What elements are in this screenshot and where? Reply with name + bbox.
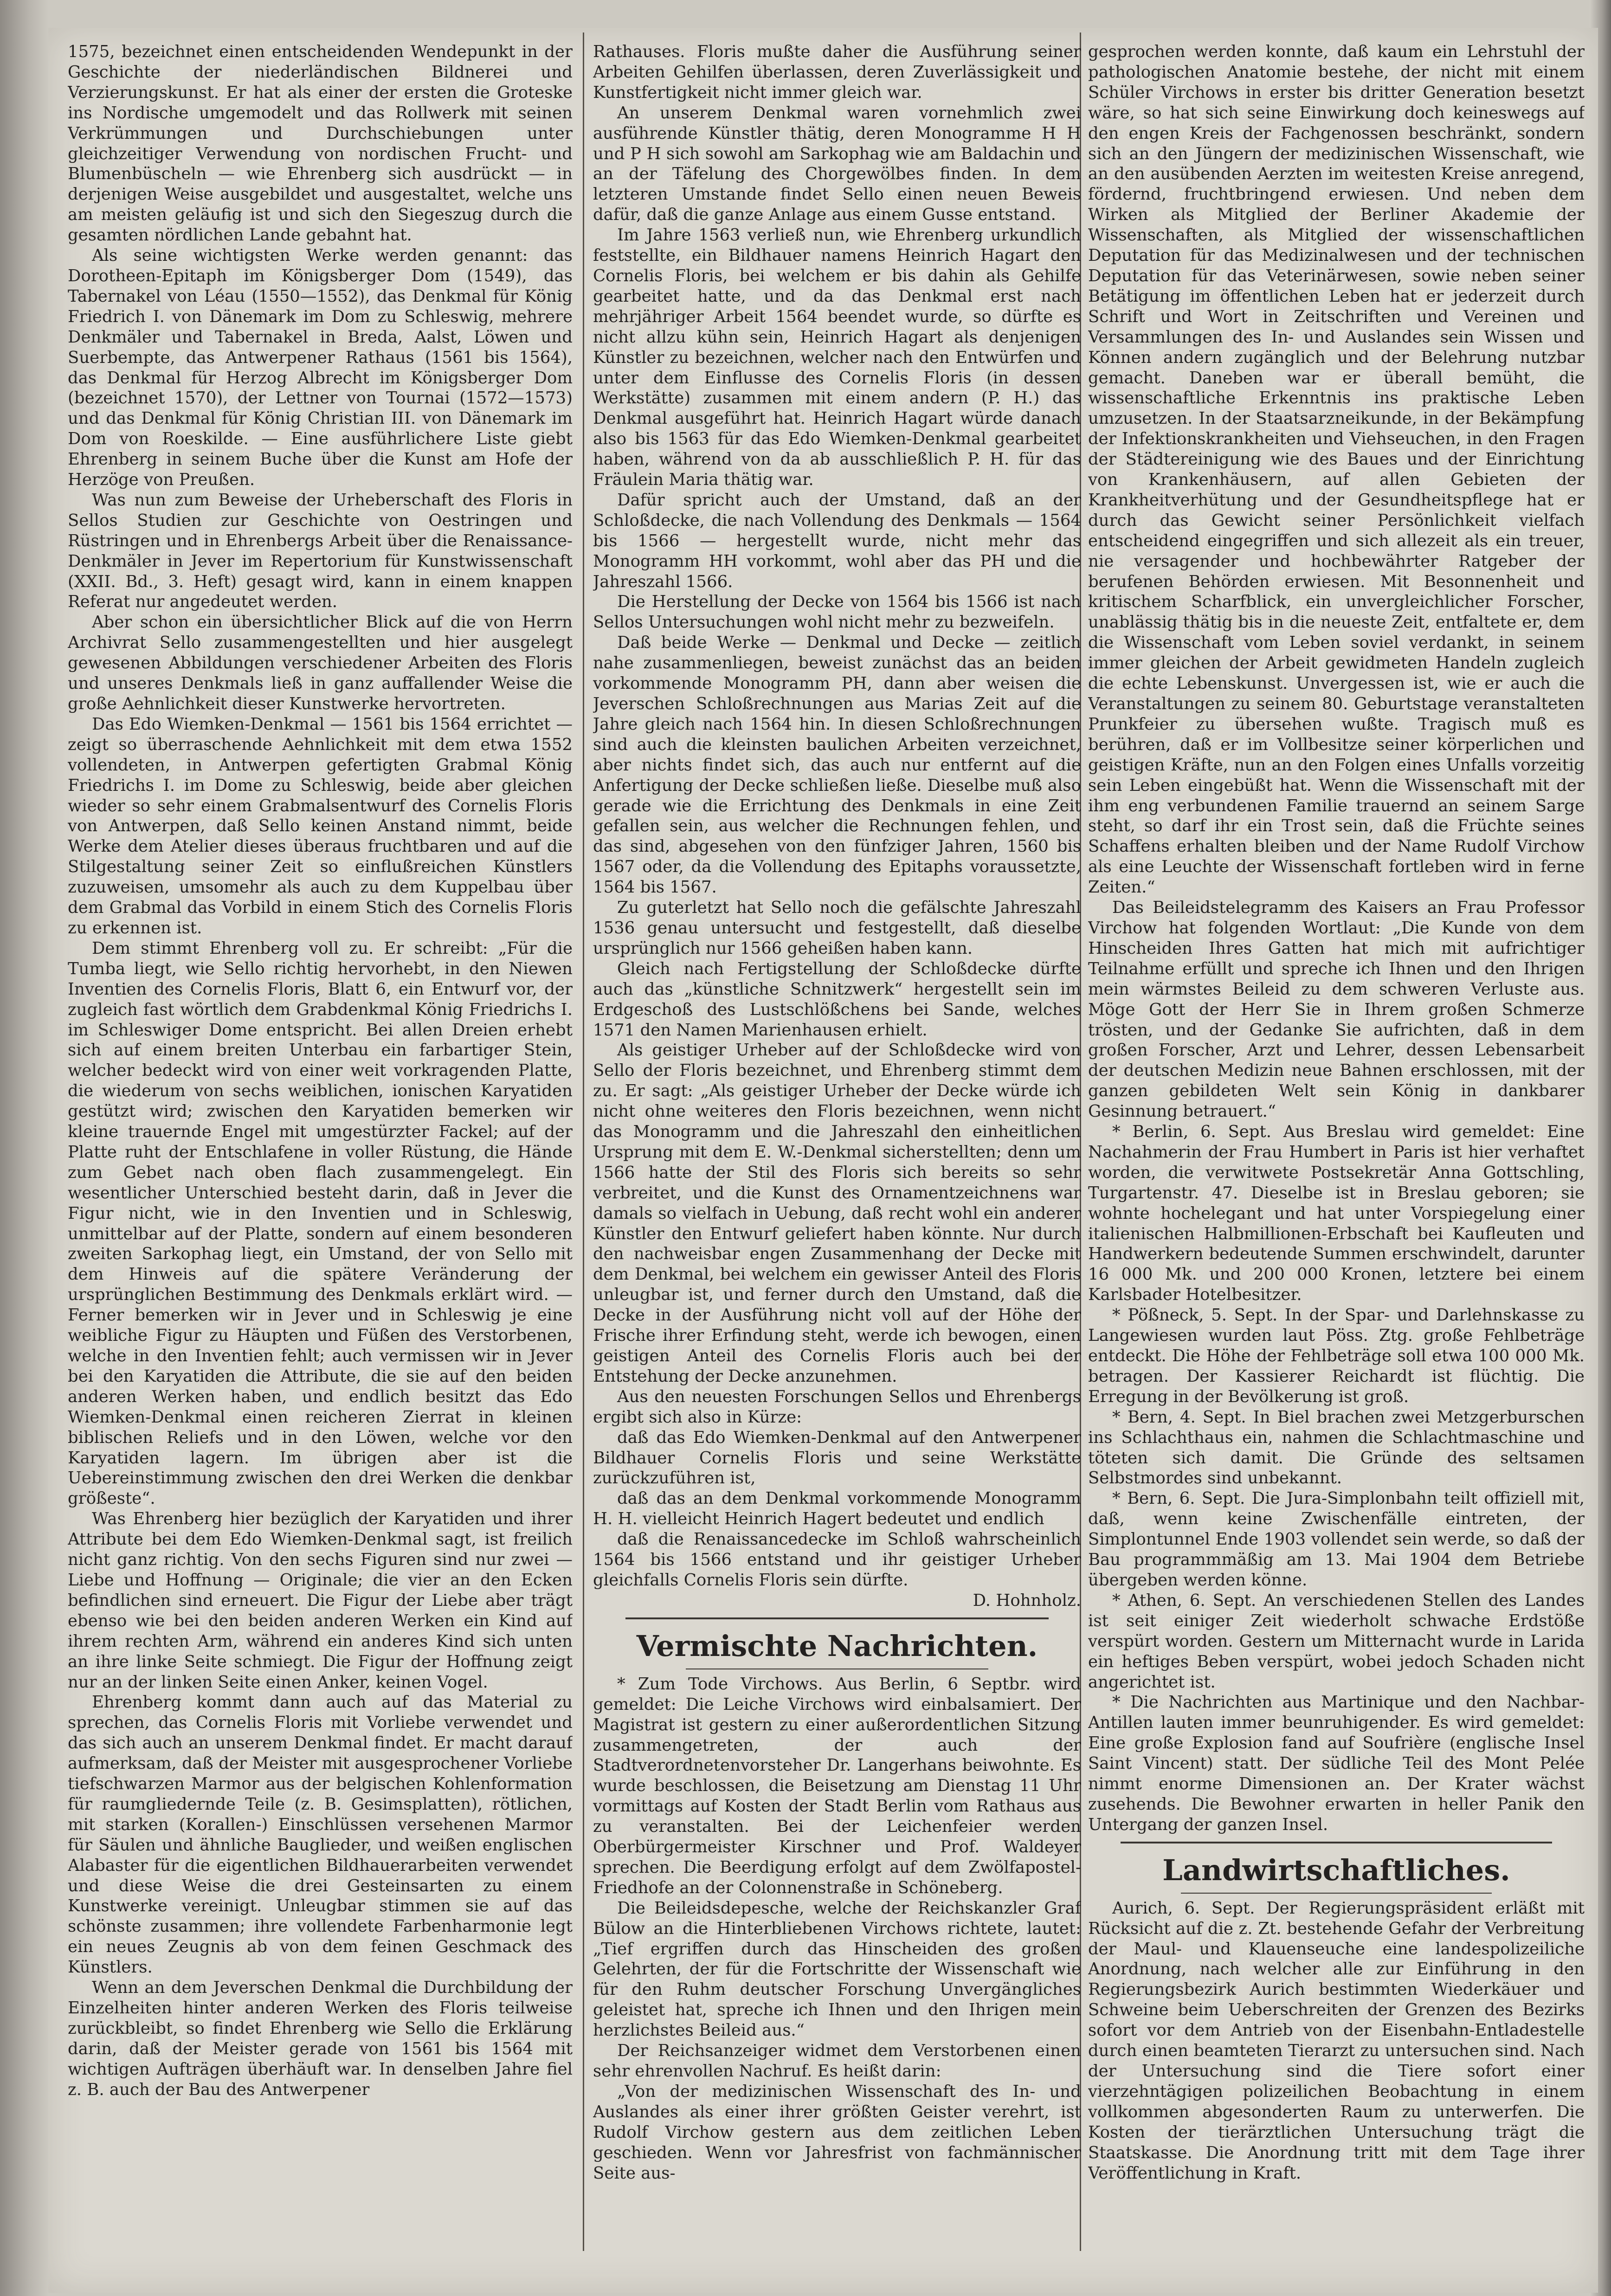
column-rule-1 <box>583 32 584 2251</box>
news-item: * Athen, 6. Sept. An verschiedenen Stellen des Landes ist seit einiger Zeit wiederholt schwache Erdstöße verspürt worden. Gestern um Mitternacht wurde in Larida ein heftiges Beben verspürt, wobei jedoch Schaden nicht angerichtet ist. <box>1088 1591 1585 1692</box>
section-divider <box>1121 1842 1552 1843</box>
paragraph: gesprochen werden konnte, daß kaum ein Lehrstuhl der pathologischen Anatomie bestehe, der nicht mit einem Schüler Virchows in erster bis dritter Generation besetzt wäre, so hat sich seine Einwirkung doch keineswegs auf den engen Kreis der Fachgenossen beschränkt, sondern sich an den Jüngern der medizinischen Wissenschaft, wie an den ausübenden Aerzten im weitesten Kreise anregend, fördernd, fruchtbringend erwiesen. Und neben dem Wirken als Mitglied der Berliner Akademie der Wissenschaften, als Mitglied der wissenschaftlichen Deputation für das Medizinalwesen und der technischen Deputation für das Veterinärwesen, sowie neben seiner Betätigung im öffentlichen Leben hat er jederzeit durch Schrift und Wort in Zeitschriften und Vereinen und Versammlungen des In- und Auslandes sein Wissen und Können andern zugänglich und der Belehrung nutzbar gemacht. Daneben war er überall bemüht, die wissenschaftliche Erkenntnis ins praktische Leben umzusetzen. In der Staatsarzneikunde, in der Bekämpfung der Infektionskrankheiten und Viehseuchen, in den Fragen der Städtereinigung wie des Baues und der Einrichtung von Krankenhäusern, auf allen Gebieten der Krankheitverhütung und der Gesundheitspflege hat er durch das Gewicht seiner Persönlichkeit vielfach entscheidend eingegriffen und sich allezeit als ein treuer, nie versagender und hochbewährter Ratgeber der berufenen Behörden erwiesen. Mit Besonnenheit und kritischem Scharfblick, ein unvergleichlicher Forscher, unablässig thätig bis in die neueste Zeit, entfaltete er, dem die Wissenschaft vom Leben soviel verdankt, in seinem immer gleichen der Arbeit gewidmeten Handeln zugleich die echte Lebenskunst. Unvergessen ist, wie er auch die Veranstaltungen zu seinem 80. Geburtstage veranstalteten Prunkfeier zu übersehen wußte. Tragisch muß es berühren, daß er im Vollbesitze seiner körperlichen und geistigen Kräfte, nun an den Folgen eines Unfalls vorzeitig sein Leben eingebüßt hat. Wenn die Wissenschaft mit der ihm eng verbundenen Familie trauernd an seinem Sarge steht, so darf ihr ein Trost sein, daß die Früchte seines Schaffens erhalten bleiben und der Name Rudolf Virchow als eine Leuchte der Wissenschaft fortleben wird in ferne Zeiten.“ <box>1088 42 1585 897</box>
paragraph: Das Edo Wiemken-Denkmal — 1561 bis 1564 errichtet — zeigt so überraschende Aehnlichkeit mit dem etwa 1552 vollendeten, in Antwerpen gefertigten Grabmal König Friedrichs I. im Dome zu Schleswig, beide aber gleichen wieder so sehr einem Grabmalsentwurf des Cornelis Floris von Antwerpen, daß Sello keinen Anstand nimmt, beide Werke dem Atelier dieses überaus fruchtbaren und auf die Stilgestaltung seiner Zeit so einflußreichen Künstlers zuzuweisen, umsomehr als auch zu dem Kuppelbau über dem Grabmal das Vorbild in einem Stich des Cornelis Floris zu erkennen ist. <box>68 714 573 938</box>
news-item: * Bern, 6. Sept. Die Jura-Simplonbahn teilt offiziell mit, daß, wenn keine Zwischenfälle eintreten, der Simplontunnel Ende 1903 vollendet sein werde, so daß der Bau programmmäßig am 13. Mai 1904 dem Betriebe übergeben werden könne. <box>1088 1489 1585 1590</box>
column-2 <box>593 42 1081 2242</box>
book-gutter-left <box>0 0 48 2296</box>
paragraph: Die Herstellung der Decke von 1564 bis 1566 ist nach Sellos Untersuchungen wohl nicht mehr zu bezweifeln. <box>593 592 1081 632</box>
paragraph: An unserem Denkmal waren vornehmlich zwei ausführende Künstler thätig, deren Monogramme H H und P H sich sowohl am Sarkophag wie am Baldachin und an der Täfelung des Chorgewölbes finden. In dem letzteren Umstande findet Sello einen neuen Beweis dafür, daß die ganze Anlage aus einem Gusse entstand. <box>593 103 1081 225</box>
paragraph: Aber schon ein übersichtlicher Blick auf die von Herrn Archivrat Sello zusammengestellten und hier ausgelegt gewesenen Abbildungen verschiedener Arbeiten des Floris und unseres Denkmals ließ in ganz auffallender Weise die große Aehnlichkeit dieser Kunstwerke hervortreten. <box>68 613 573 713</box>
paragraph: Was Ehrenberg hier bezüglich der Karyatiden und ihrer Attribute bei dem Edo Wiemken-Denkmal sagt, ist freilich nicht ganz richtig. Von den sechs Figuren sind nur zwei — Liebe und Hoffnung — Originale; die vier an den Ecken befindlichen sind erneuert. Die Figur der Liebe aber trägt ebenso wie bei den beiden anderen Werken ein Kind auf ihrem rechten Arm, während ein anderes Kind sich unten an ihre linke Seite schmiegt. Die Figur der Hoffnung zeigt nur an der linken Seite einen Anker, keinen Vogel. <box>68 1509 573 1692</box>
section-divider <box>1181 1893 1492 1894</box>
paragraph: Ehrenberg kommt dann auch auf das Material zu sprechen, das Cornelis Floris mit Vorliebe verwendet und das sich auch an unserem Denkmal findet. Er macht darauf aufmerksam, daß der Meister mit ausgesprochener Vorliebe tiefschwarzen Marmor aus der belgischen Kohlenformation für raumgliedernde Teile (z. B. Gesimsplatten), rötlichen, mit starken (Korallen-) Einschlüssen versehenen Marmor für Säulen und ähnliche Bauglieder, und weißen englischen Alabaster für die eigentlichen Bildhauerarbeiten verwendet und diese Weise die drei Gesteinsarten zu einem Kunstwerke vereinigt. Unleugbar stimmen sie auf das schönste zusammen; ihre vollendete Farbenharmonie legt ein neues Zeugnis ab von dem feinen Geschmack des Künstlers. <box>68 1693 573 1977</box>
column-1 <box>68 42 573 2242</box>
paragraph: Das Beileidstelegramm des Kaisers an Frau Professor Virchow hat folgenden Wortlaut: „Die Kunde von dem Hinscheiden Ihres Gatten hat mich mit aufrichtiger Teilnahme erfüllt und spreche ich Ihnen und den Ihrigen mein wärmstes Beileid zu dem schweren Verluste aus. Möge Gott der Herr Sie in Ihrem großen Schmerze trösten, und der Gedanke Sie aufrichten, daß in dem großen Forscher, Arzt und Lehrer, dessen Lebensarbeit der deutschen Medizin neue Bahnen erschlossen, mit der ganzen gebildeten Welt sein König in dankbarer Gesinnung betrauert.“ <box>1088 898 1585 1121</box>
paragraph: Dafür spricht auch der Umstand, daß an der Schloßdecke, die nach Vollendung des Denkmals — 1564 bis 1566 — hergestellt wurde, nicht mehr das Monogramm HH vorkommt, wohl aber das PH und die Jahreszahl 1566. <box>593 490 1081 591</box>
news-item: * Die Nachrichten aus Martinique und den Nachbar-Antillen lauten immer beunruhigender. Es wird gemeldet: Eine große Explosion fand auf Soufrière (englische Insel Saint Vincent) statt. Der südliche Teil des Mont Pelée nimmt enorme Dimensionen an. Der Krater wächst zusehends. Die Bewohner erwarten in heller Panik den Untergang der ganzen Insel. <box>1088 1693 1585 1834</box>
paragraph: Als seine wichtigsten Werke werden genannt: das Dorotheen-Epitaph im Königsberger Dom (1549), das Tabernakel von Léau (1550—1552), das Denkmal für König Friedrich I. von Dänemark im Dom zu Schleswig, mehrere Denkmäler und Tabernakel in Breda, Aalst, Löwen und Suerbempte, das Antwerpener Rathaus (1561 bis 1564), das Denkmal für Herzog Albrecht im Königsberger Dom (bezeichnet 1570), der Lettner von Tournai (1572—1573) und das Denkmal für König Christian III. von Dänemark im Dom von Roeskilde. — Eine ausführlichere Liste giebt Ehrenberg in seinem Buche über die Kunst am Hofe der Herzöge von Preußen. <box>68 246 573 490</box>
section-divider <box>625 1617 1049 1619</box>
paragraph: daß das Edo Wiemken-Denkmal auf den Antwerpener Bildhauer Cornelis Floris und seine Werkstätte zurückzuführen ist, <box>593 1428 1081 1488</box>
news-item: * Pößneck, 5. Sept. In der Spar- und Darlehnskasse zu Langewiesen wurden laut Pöss. Ztg. große Fehlbeträge entdeckt. Die Höhe der Fehlbeträge soll etwa 100 000 Mk. betragen. Der Kassierer Reichardt ist flüchtig. Die Erregung in der Bevölkerung ist groß. <box>1088 1306 1585 1406</box>
paragraph: „Von der medizinischen Wissenschaft des In- und Auslandes als einer ihrer größten Geister verehrt, ist Rudolf Virchow gestern aus dem zeitlichen Leben geschieden. Wenn vor Jahresfrist von fachmännischer Seite aus- <box>593 2082 1081 2183</box>
paragraph: Was nun zum Beweise der Urheberschaft des Floris in Sellos Studien zur Geschichte von Oestringen und Rüstringen und in Ehrenbergs Arbeit über die Renaissance-Denkmäler in Jever im Repertorium für Kunstwissenschaft (XXII. Bd., 3. Heft) gesagt wird, kann in einem knappen Referat nur angedeutet werden. <box>68 490 573 612</box>
paragraph: Dem stimmt Ehrenberg voll zu. Er schreibt: „Für die Tumba liegt, wie Sello richtig hervorhebt, in den Niewen Inventien des Cornelis Floris, Blatt 6, ein Entwurf vor, der zugleich fast wörtlich dem Grabdenkmal König Friedrichs I. im Schleswiger Dome entspricht. Bei allen Dreien erhebt sich auf einem breiten Unterbau ein farbartiger Stein, welcher bedeckt wird von einer weit vorkragenden Platte, die wiederum von sechs weiblichen, ionischen Karyatiden gestützt wird; zwischen den Karyatiden bemerken wir kleine trauernde Engel mit umgestürzter Fackel; auf der Platte ruht der Entschlafene in voller Rüstung, die Hände zum Gebet nach oben flach zusammengelegt. Ein wesentlicher Unterschied besteht darin, daß in Jever die Figur nicht, wie in den Inventien und in Schleswig, unmittelbar auf der Platte, sondern auf einem besonderen zweiten Sarkophag liegt, ein Umstand, der von Sello mit dem Hinweis auf die spätere Veränderung der ursprünglichen Bestimmung des Denkmals erklärt wird. — Ferner bemerken wir in Jever und in Schleswig je eine weibliche Figur zu Häupten und Füßen des Verstorbenen, welche in den Inventien fehlt; auch vermissen wir in Jever bei den Karyatiden die Attribute, die sie auf den beiden anderen Werken haben, und endlich besitzt das Edo Wiemken-Denkmal einen reicheren Zierrat in kleinen biblischen Reliefs und in den Löwen, welche vor den Karyatiden lagern. Im übrigen aber ist die Uebereinstimmung zwischen den drei Werken die denkbar größeste“. <box>68 938 573 1508</box>
paragraph: Zu guterletzt hat Sello noch die gefälschte Jahreszahl 1536 genau untersucht und festgestellt, daß dieselbe ursprünglich nur 1566 geheißen haben kann. <box>593 898 1081 958</box>
paragraph: Im Jahre 1563 verließ nun, wie Ehrenberg urkundlich feststellte, ein Bildhauer namens Heinrich Hagart den Cornelis Floris, bei welchem er bis dahin als Gehilfe gearbeitet hatte, und da das Denkmal erst nach mehrjähriger Arbeit 1564 beendet wurde, so dürfte es nicht allzu kühn sein, Heinrich Hagart als denjenigen Künstler zu bezeichnen, welcher nach den Entwürfen und unter dem Einflusse des Cornelis Floris (in dessen Werkstätte) zusammen mit einem andern (P. H.) das Denkmal ausgeführt hat. Heinrich Hagart würde danach also bis 1563 für das Edo Wiemken-Denkmal gearbeitet haben, während von da ab ausschließlich P. H. für das Fräulein Maria thätig war. <box>593 226 1081 490</box>
paragraph: Als geistiger Urheber auf der Schloßdecke wird von Sello der Floris bezeichnet, und Ehrenberg stimmt dem zu. Er sagt: „Als geistiger Urheber der Decke würde ich nicht ohne weiteres den Floris bezeichnen, wenn nicht das Monogramm und die Jahreszahl den einheitlichen Ursprung mit dem E. W.-Denkmal sicherstellten; denn um 1566 hatte der Stil des Floris sich bereits so sehr verbreitet, und die Kunst des Ornamentzeichnens war damals so vielfach in Uebung, daß recht wohl ein anderer Künstler den Entwurf geliefert haben könnte. Nur durch den nachweisbar engen Zusammenhang der Decke mit dem Denkmal, bei welchem ein gewisser Anteil des Floris unleugbar ist, und ferner durch den Umstand, daß die Decke in der Ausführung nicht voll auf der Höhe der Frische ihrer Erfindung steht, werde ich bewogen, einen geistigen Anteil des Cornelis Floris auch bei der Entstehung der Decke anzunehmen. <box>593 1041 1081 1386</box>
paragraph: daß die Renaissancedecke im Schloß wahrscheinlich 1564 bis 1566 entstand und ihr geistiger Urheber gleichfalls Cornelis Floris sein dürfte. <box>593 1530 1081 1590</box>
paragraph: Gleich nach Fertigstellung der Schloßdecke dürfte auch das „künstliche Schnitzwerk“ hergestellt sein im Erdgeschoß des Lustschlößchens bei Sande, welches 1571 den Namen Marienhausen erhielt. <box>593 959 1081 1040</box>
paragraph: 1575, bezeichnet einen entscheidenden Wendepunkt in der Geschichte der niederländischen Bildnerei und Verzierungskunst. Er hat als einer der ersten die Groteske ins Nordische umgemodelt und das Rollwerk mit seinen Verkrümmungen und Durchschiebungen unter gleichzeitiger Verwendung von nordischen Frucht- und Blumenbüscheln — wie Ehrenberg sich ausdrückt — in derjenigen Weise ausgebildet und ausgestaltet, welche uns am meisten geläufig ist und sich den Siegeszug durch die gesamten nördlichen Lande gebahnt hat. <box>68 42 573 245</box>
paragraph: Der Reichsanzeiger widmet dem Verstorbenen einen sehr ehrenvollen Nachruf. Es heißt darin: <box>593 2041 1081 2081</box>
news-item: * Zum Tode Virchows. Aus Berlin, 6 Septbr. wird gemeldet: Die Leiche Virchows wird einbalsamiert. Der Magistrat ist gestern zu einer außerordentlichen Sitzung zusammengetreten, der auch der Stadtverordnetenvorsteher Dr. Langerhans beiwohnte. Es wurde beschlossen, die Beisetzung am Dienstag 11 Uhr vormittags auf Kosten der Stadt Berlin vom Rathaus aus zu veranstalten. Bei der Leichenfeier werden Oberbürgermeister Kirschner und Prof. Waldeyer sprechen. Die Beerdigung erfolgt auf dem Zwölfapostel-Friedhofe an der Colonnenstraße in Schöneberg. <box>593 1674 1081 1897</box>
news-item: Aurich, 6. Sept. Der Regierungspräsident erläßt mit Rücksicht auf die z. Zt. bestehende Gefahr der Verbreitung der Maul- und Klauenseuche eine landespolizeiliche Anordnung, nach welcher alle zur Einführung in den Regierungsbezirk Aurich bestimmten Wiederkäuer und Schweine beim Ueberschreiten der Grenzen des Bezirks sofort vor dem Antrieb von der Eisenbahn-Entladestelle durch einen beamteten Tierarzt zu untersuchen sind. Nach der Untersuchung sind die Tiere sofort einer vierzehntägigen polizeilichen Beobachtung in einem vollkommen abgesonderten Raum zu unterwerfen. Die Kosten der tierärztlichen Untersuchung trägt die Staatskasse. Die Anordnung tritt mit dem Tage ihrer Veröffentlichung in Kraft. <box>1088 1898 1585 2183</box>
section-heading-vermischte-nachrichten: Vermischte Nachrichten. <box>636 1629 1038 1663</box>
paragraph: Rathauses. Floris mußte daher die Ausführung seiner Arbeiten Gehilfen überlassen, deren Zuverlässigkeit und Kunstfertigkeit nicht immer gleich war. <box>593 42 1081 102</box>
paragraph: Daß beide Werke — Denkmal und Decke — zeitlich nahe zusammenliegen, beweist zunächst das an beiden vorkommende Monogramm PH, dann aber weisen die Jeverschen Schloßrechnungen aus Marias Zeit auf die Jahre gleich nach 1564 hin. In diesen Schloßrechnungen sind auch die kleinsten baulichen Arbeiten verzeichnet, aber nichts findet sich, das auch nur entfernt auf die Anfertigung der Decke schließen ließe. Dieselbe muß also gerade wie die Errichtung des Denkmals in eine Zeit gefallen sein, aus welcher die Rechnungen fehlen, und das sind, abgesehen von den fünfziger Jahren, 1560 bis 1567 oder, da die Vollendung des Epitaphs voraussetzte, 1564 bis 1567. <box>593 633 1081 897</box>
news-item: * Bern, 4. Sept. In Biel brachen zwei Metzgerburschen ins Schlachthaus ein, nahmen die Schlachtmaschine und töteten sich damit. Die Gründe des seltsamen Selbstmordes sind unbekannt. <box>1088 1407 1585 1488</box>
paragraph: Wenn an dem Jeverschen Denkmal die Durchbildung der Einzelheiten hinter anderen Werken des Floris teilweise zurückbleibt, so findet Ehrenberg wie Sello die Erklärung darin, daß der Meister gerade von 1561 bis 1564 mit wichtigen Aufträgen überhäuft war. In denselben Jahre fiel z. B. auch der Bau des Antwerpener <box>68 1978 573 2099</box>
paragraph: Die Beileidsdepesche, welche der Reichskanzler Graf Bülow an die Hinterbliebenen Virchows richtete, lautet: „Tief ergriffen durch das Hinscheiden des großen Gelehrten, der für die Fortschritte der Wissenschaft wie für den Ruhm deutscher Forschung Unvergängliches geleistet hat, spreche ich Ihnen und den Ihrigen mein herzlichstes Beileid aus.“ <box>593 1898 1081 2040</box>
paragraph: Aus den neuesten Forschungen Sellos und Ehrenbergs ergibt sich also in Kürze: <box>593 1387 1081 1427</box>
section-heading-landwirtschaftliches: Landwirtschaftliches. <box>1162 1853 1510 1887</box>
column-3 <box>1088 42 1585 2242</box>
news-item: * Berlin, 6. Sept. Aus Breslau wird gemeldet: Eine Nachahmerin der Frau Humbert in Paris ist hier verhaftet worden, die verwitwete Postsekretär Anna Gottschling, Turgartenstr. 47. Dieselbe ist in Breslau geboren; sie wohnte hochelegant und hat unter Vorspiegelung einer italienischen Halbmillionen-Erbschaft bei Kaufleuten und Handwerkern bedeutende Summen erschwindelt, darunter 16 000 Mk. und 200 000 Kronen, letztere bei einem Karlsbader Hotelbesitzer. <box>1088 1122 1585 1305</box>
paragraph: daß das an dem Denkmal vorkommende Monogramm H. H. vielleicht Heinrich Hagert bedeutet und endlich <box>593 1489 1081 1529</box>
author-signature: D. Hohnholz. <box>973 1591 1081 1610</box>
